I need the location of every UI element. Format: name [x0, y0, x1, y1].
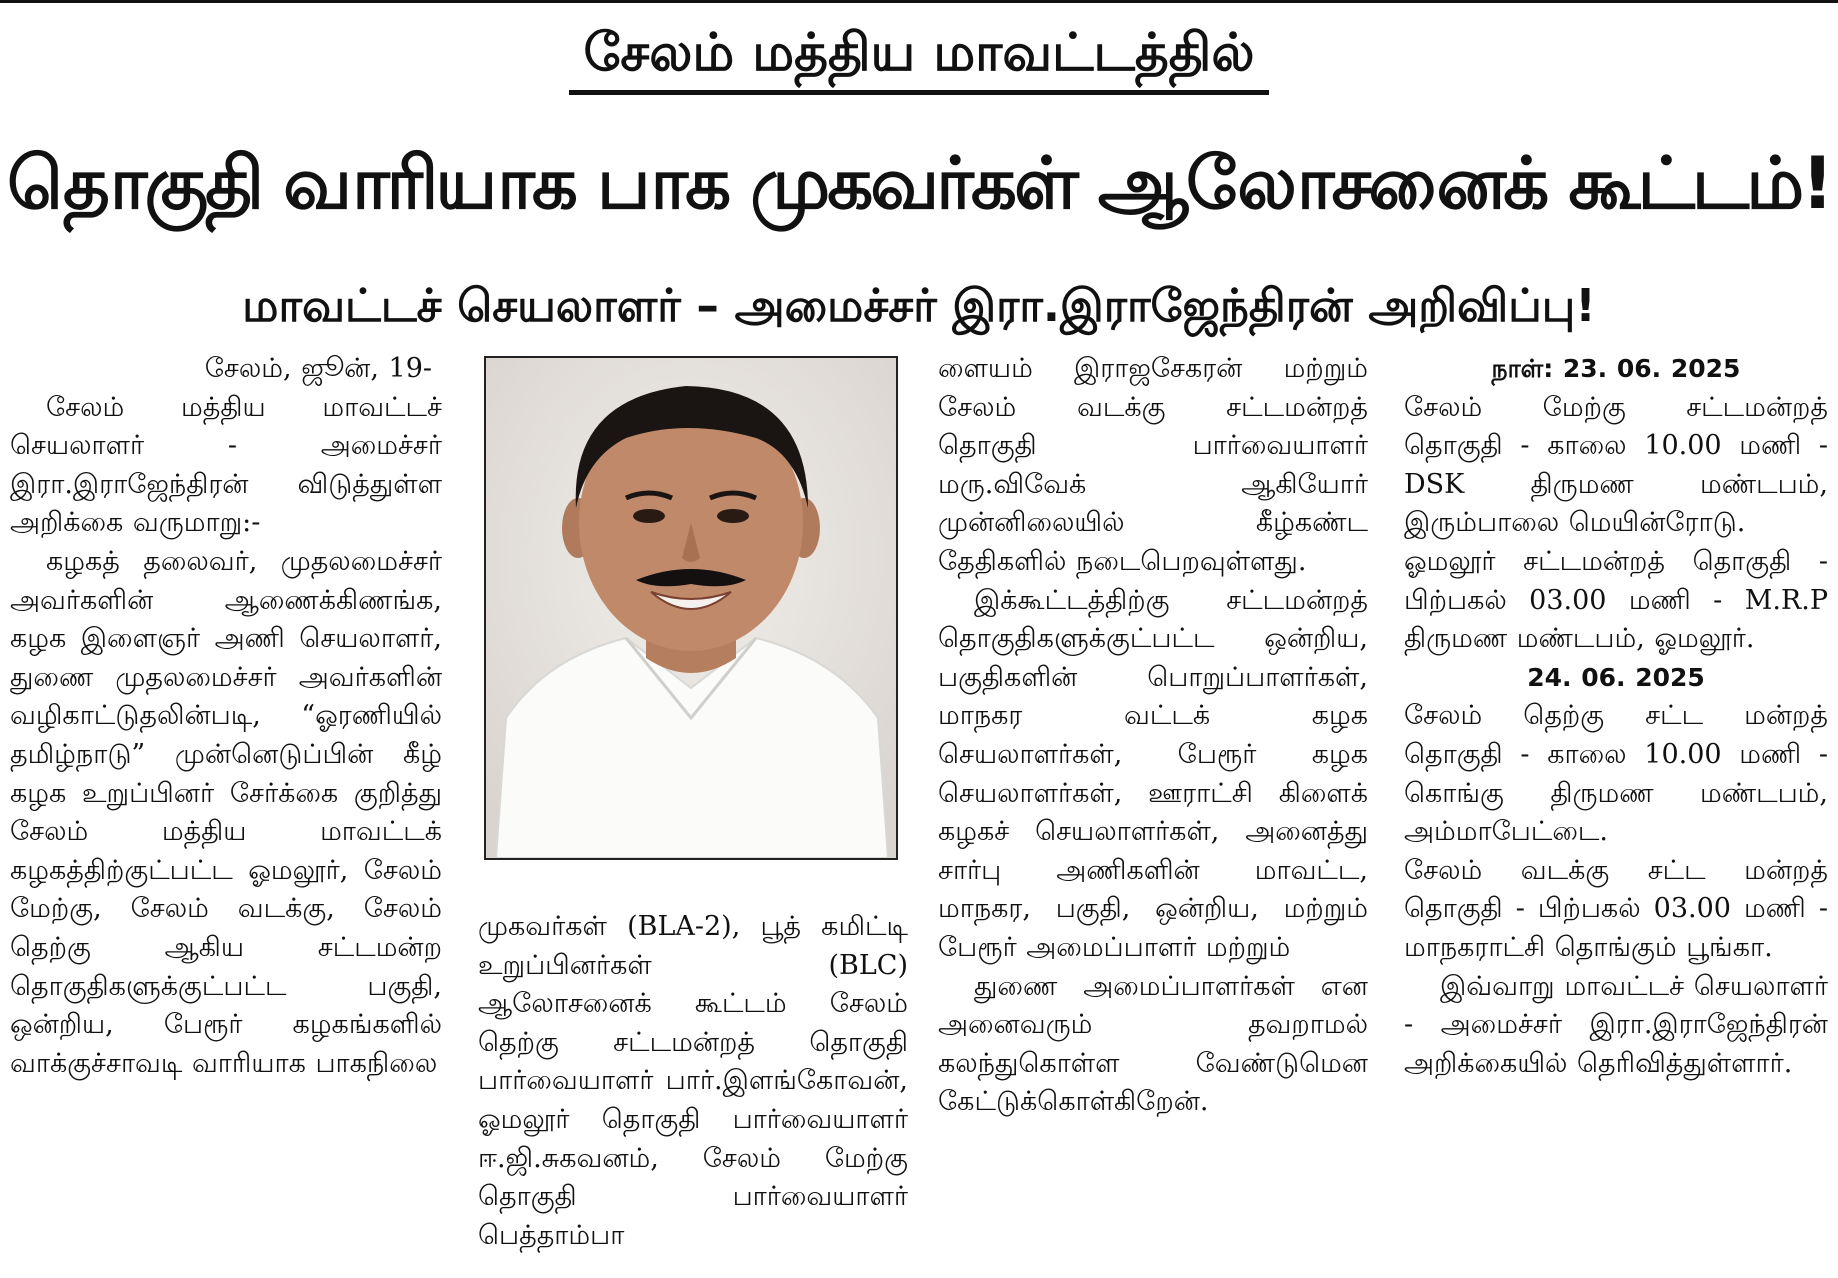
- schedule-date-2: 24. 06. 2025: [1527, 662, 1705, 692]
- schedule-entry-1: சேலம் மேற்கு சட்டமன்றத் தொகுதி - காலை 10.00 மணி - DSK திருமண மண்டபம், இரும்பாலை மெயின்ரோடு.: [1404, 391, 1828, 539]
- kicker: [0, 18, 1838, 95]
- column-1: [10, 350, 442, 1083]
- schedule-entry-4: சேலம் வடக்கு சட்ட மன்றத் தொகுதி - பிற்பகல் 03.00 மணி - மாநகராட்சி தொங்கும் பூங்கா.: [1404, 854, 1828, 963]
- col2-paragraph-1: முகவர்கள் (BLA-2), பூத் கமிட்டி உறுப்பினர்கள் (BLC) ஆலோசனைக் கூட்டம் சேலம் தெற்கு சட்டமன்றத் தொகுதி பார்வையாளர் பார்.இளங்கோவன், ஓமலூர் தொகுதி பார்வையாளர் ஈ.ஜி.சுகவனம், சேலம் மேற்கு தொகுதி பார்வையாளர் பெத்தாம்பா: [478, 911, 908, 1251]
- col3-paragraph-1: ளையம் இராஜசேகரன் மற்றும் சேலம் வடக்கு சட்டமன்றத் தொகுதி பார்வையாளர் மரு.விவேக் ஆகியோர் முன்னிலையில் கீழ்கண்ட தேதிகளில் நடைபெறவுள்ளது.: [938, 353, 1368, 577]
- person-portrait-icon: [486, 358, 896, 858]
- top-rule: [0, 0, 1838, 3]
- subheadline: மாவட்டச் செயலாளர் – அமைச்சர் இரா.இராஜேந்திரன் அறிவிப்பு!: [242, 279, 1596, 332]
- schedule-entry-2: ஓமலூர் சட்டமன்றத் தொகுதி - பிற்பகல் 03.00 மணி - M.R.P திருமண மண்டபம், ஓமலூர்.: [1404, 545, 1828, 655]
- kicker-text: சேலம் மத்திய மாவட்டத்தில்: [569, 18, 1268, 95]
- column-4: [1404, 350, 1828, 1083]
- dateline: சேலம், ஜூன், 19-: [204, 353, 432, 384]
- col1-paragraph-2: கழகத் தலைவர், முதலமைச்சர் அவர்களின் ஆணைக்கிணங்க, கழக இளைஞர் அணி செயலாளர், துணை முதலமைச்சர் அவர்களின் வழிகாட்டுதலின்படி, “ஓரணியில் தமிழ்நாடு” முன்னெடுப்பின் கீழ் கழக உறுப்பினர் சேர்க்கை குறித்து சேலம் மத்திய மாவட்டக் கழகத்திற்குட்பட்ட ஓமலூர், சேலம் மேற்கு, சேலம் வடக்கு, சேலம் தெற்கு ஆகிய சட்டமன்ற தொகுதிகளுக்குட்பட்ட பகுதி, ஒன்றிய, பேரூர் கழகங்களில் வாக்குச்சாவடி வாரியாக பாகநிலை: [10, 545, 442, 1079]
- headline: தொகுதி வாரியாக பாக முகவர்கள் ஆலோசனைக் கூட்டம்!: [6, 141, 1831, 225]
- schedule-entry-3: சேலம் தெற்கு சட்ட மன்றத் தொகுதி - காலை 10.00 மணி - கொங்கு திருமண மண்டபம், அம்மாபேட்டை.: [1404, 700, 1828, 848]
- schedule-date-1: நாள்: 23. 06. 2025: [1491, 354, 1741, 383]
- col3-paragraph-3: துணை அமைப்பாளர்கள் என அனைவரும் தவறாமல் கலந்துகொள்ள வேண்டுமென கேட்டுக்கொள்கிறேன்.: [938, 970, 1368, 1118]
- col1-paragraph-1: சேலம் மத்திய மாவட்டச் செயலாளர் - அமைச்சர் இரா.இராஜேந்திரன் விடுத்துள்ள அறிக்கை வருமாறு:-: [10, 391, 442, 539]
- closing-paragraph: இவ்வாறு மாவட்டச் செயலாளர் - அமைச்சர் இரா.இராஜேந்திரன் அறிக்கையில் தெரிவித்துள்ளார்.: [1404, 970, 1828, 1079]
- column-3: [938, 350, 1368, 1122]
- column-2: [478, 908, 908, 1255]
- col3-paragraph-2: இக்கூட்டத்திற்கு சட்டமன்றத் தொகுதிகளுக்குட்பட்ட ஒன்றிய, பகுதிகளின் பொறுப்பாளர்கள், மாநகர வட்டக் கழக செயலாளர்கள், பேரூர் கழக செயலாளர்கள், ஊராட்சி கிளைக் கழகச் செயலாளர்கள், அனைத்து சார்பு அணிகளின் மாவட்ட, மாநகர, பகுதி, ஒன்றிய, மற்றும் பேரூர் அமைப்பாளர் மற்றும்: [938, 584, 1368, 963]
- portrait-photo: [484, 356, 898, 860]
